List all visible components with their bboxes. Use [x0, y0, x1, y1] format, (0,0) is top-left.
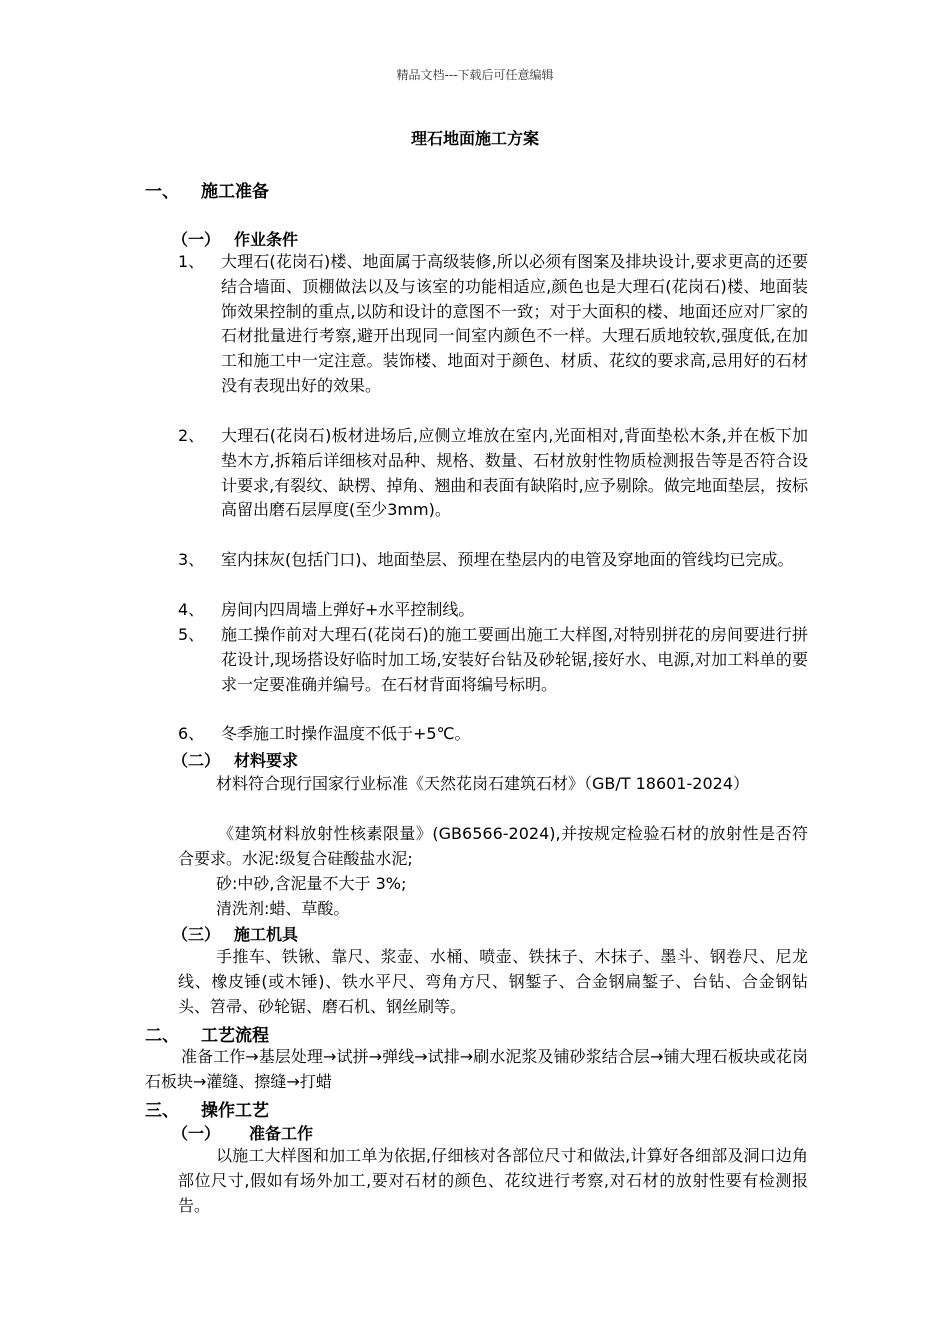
subsection-label: 材料要求	[234, 751, 299, 770]
list-item-text: 大理石(花岗石)楼、地面属于高级装修,所以必须有图案及排块设计,要求更高的还要结合墙面、顶棚做法以及与该室的功能相适应,颜色也是大理石(花岗石)楼、地面装饰效果控制的重点,以防和设计的意图不一致；对于大面积的楼、地面还应对厂家的石材批量进行考察,避开出现同一间室内颜色不一样。大理石质地较软,强度低,在加工和施工中一定注意。装饰楼、地面对于颜色、材质、花纹的要求高,忌用好的石材没有表现出好的效果。	[221, 252, 808, 395]
subsection-label: 作业条件	[234, 230, 299, 249]
section-number: 一、	[145, 182, 179, 202]
list-item	[178, 250, 808, 399]
section-label: 工艺流程	[201, 1026, 269, 1046]
material-paragraph: 清洗剂:蜡、草酸。	[216, 899, 350, 918]
section-label: 施工准备	[201, 182, 269, 202]
list-item	[178, 722, 808, 747]
subsection-number: （一）	[172, 1124, 221, 1143]
section-label: 操作工艺	[201, 1101, 269, 1121]
list-item-number: 3、	[178, 550, 205, 569]
list-item-number: 4、	[178, 600, 205, 619]
list-item-text: 室内抹灰(包括门口)、地面垫层、预埋在垫层内的电管及穿地面的管线均已完成。	[221, 550, 794, 569]
section-number: 三、	[145, 1101, 179, 1121]
subsection-label: 准备工作	[249, 1124, 314, 1143]
subsection-label: 施工机具	[234, 925, 299, 944]
list-item-number: 5、	[178, 625, 205, 644]
subsection-heading-1-3	[172, 922, 298, 945]
list-item	[178, 598, 808, 623]
process-flow-paragraph: 准备工作→基层处理→试拼→弹线→试排→刷水泥浆及铺砂浆结合层→铺大理石板块或花岗石板块→灌缝、擦缝→打蜡	[145, 1047, 808, 1091]
section-heading-3	[145, 1096, 269, 1121]
material-paragraph: 《建筑材料放射性核素限量》(GB6566-2024),并按规定检验石材的放射性是否符合要求。水泥:级复合硅酸盐水泥;	[178, 824, 808, 868]
list-item-text: 施工操作前对大理石(花岗石)的施工要画出施工大样图,对特别拼花的房间要进行拼花设计,现场搭设好临时加工场,安装好台钻及砂轮锯,接好水、电源,对加工料单的要求一定要准确并编号。在石材背面将编号标明。	[221, 625, 808, 694]
section-number: 二、	[145, 1026, 179, 1046]
material-paragraph: 砂:中砂,含泥量不大于 3%;	[216, 874, 407, 893]
tools-paragraph: 手推车、铁锹、靠尺、浆壶、水桶、喷壶、铁抹子、木抹子、墨斗、钢卷尺、尼龙线、橡皮锤(或木锤)、铁水平尺、弯角方尺、钢錾子、合金钢扁錾子、台钻、合金钢钻头、笤帚、砂轮锯、磨石机、钢丝刷等。	[178, 947, 808, 1016]
list-item-text: 大理石(花岗石)板材进场后,应侧立堆放在室内,光面相对,背面垫松木条,并在板下加垫木方,拆箱后详细核对品种、规格、数量、石材放射性物质检测报告等是否符合设计要求,有裂纹、缺楞、掉角、翘曲和表面有缺陷时,应予剔除。做完地面垫层，按标高留出磨石层厚度(至少3mm)。	[221, 426, 808, 520]
subsection-heading-3-1	[172, 1121, 313, 1144]
prep-paragraph: 以施工大样图和加工单为依据,仔细核对各部位尺寸和做法,计算好各细部及洞口边角部位尺寸,假如有场外加工,要对石材的颜色、花纹进行考察,对石材的放射性要有检测报告。	[178, 1146, 808, 1215]
subsection-number: （二）	[172, 751, 221, 770]
list-item-number: 1、	[178, 252, 205, 271]
subsection-number: （三）	[172, 925, 221, 944]
material-paragraph: 材料符合现行国家行业标准《天然花岗石建筑石材》（GB/T 18601-2024）	[216, 774, 750, 793]
page-header: 精品文档---下载后可任意编辑	[396, 68, 554, 82]
list-item	[178, 424, 808, 523]
subsection-heading-1-1	[172, 227, 298, 250]
list-item-text: 房间内四周墙上弹好+水平控制线。	[221, 600, 475, 619]
document-title: 理石地面施工方案	[410, 129, 539, 148]
list-item-text: 冬季施工时操作温度不低于+5℃。	[221, 724, 471, 743]
list-item	[178, 623, 808, 697]
list-item	[178, 548, 808, 573]
subsection-heading-1-2	[172, 748, 298, 771]
list-item-number: 6、	[178, 724, 205, 743]
section-heading-2	[145, 1021, 269, 1046]
section-heading-1	[145, 177, 269, 202]
subsection-number: （一）	[172, 230, 221, 249]
list-item-number: 2、	[178, 426, 205, 445]
